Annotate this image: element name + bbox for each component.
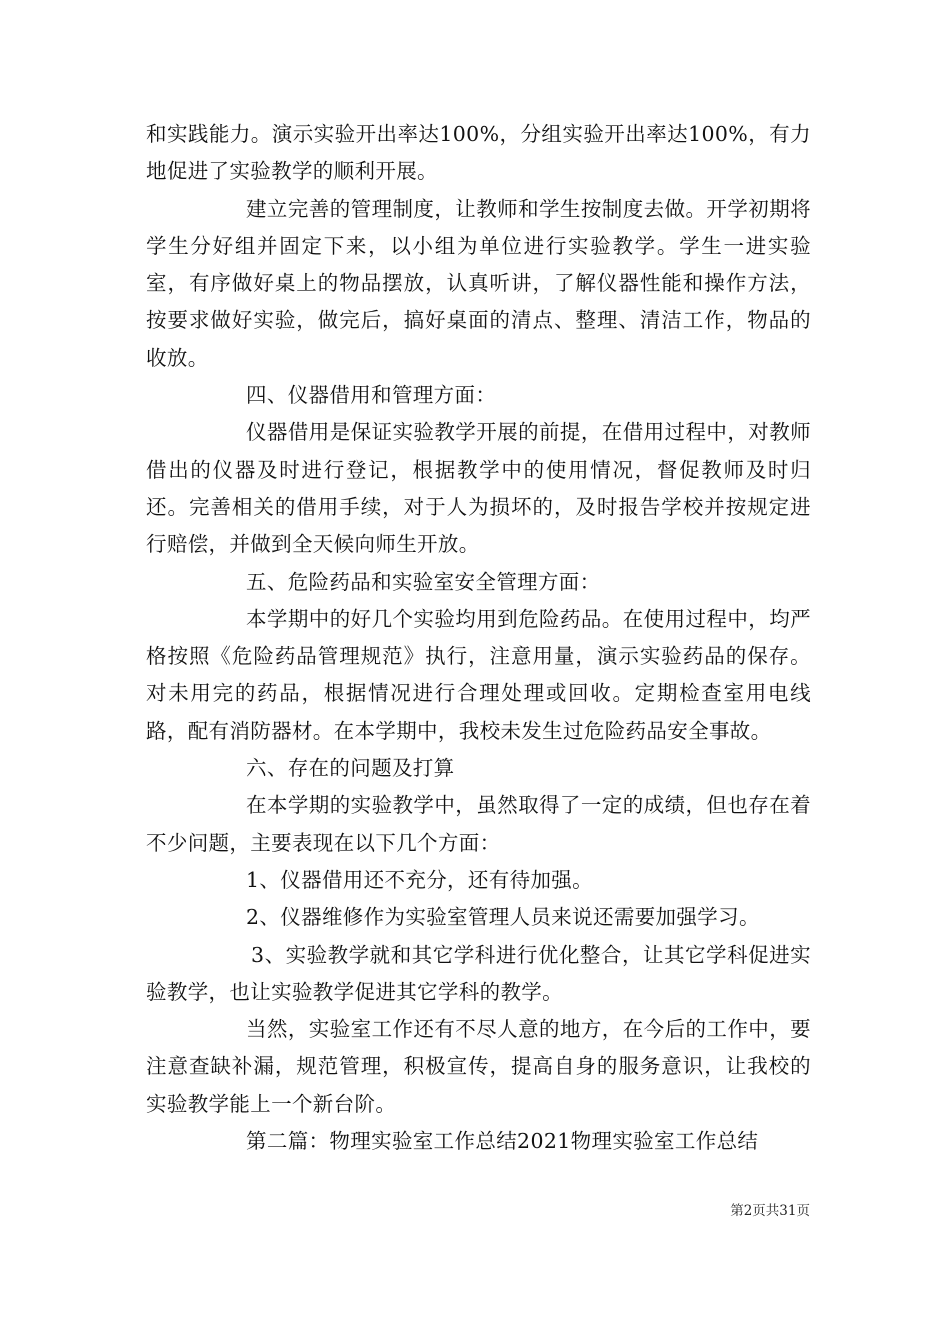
- heading-part-two: 第二篇：物理实验室工作总结2021物理实验室工作总结: [246, 1129, 759, 1154]
- paragraph-instrument-lending: 仪器借用是保证实验教学开展的前提，在借用过程中，对教师借出的仪器及时进行登记，根据教学中的使用情况，督促教师及时归还。完善相关的借用手续，对于人为损坏的，及时报告学校并按规定进行赔偿，并做到全天候向师生开放。: [146, 420, 811, 557]
- list-item-2: 2、仪器维修作为实验室管理人员来说还需要加强学习。: [246, 905, 760, 930]
- list-item-1: 1、仪器借用还不充分，还有待加强。: [246, 867, 593, 892]
- page-number: 第2页共31页: [730, 1203, 810, 1219]
- document-body: [146, 116, 811, 1160]
- paragraph-conclusion: 当然，实验室工作还有不尽人意的地方，在今后的工作中，要注意查缺补漏，规范管理，积极宣传，提高自身的服务意识，让我校的实验教学能上一个新台阶。: [146, 1017, 811, 1116]
- heading-instrument-lending: 四、仪器借用和管理方面：: [246, 383, 497, 408]
- list-item-3: 3、实验教学就和其它学科进行优化整合，让其它学科促进实验教学，也让实验教学促进其它学科的教学。: [146, 942, 811, 1004]
- paragraph-hazardous-chemicals: 本学期中的好几个实验均用到危险药品。在使用过程中，均严格按照《危险药品管理规范》执行，注意用量，演示实验药品的保存。对未用完的药品，根据情况进行合理处理或回收。定期检查室用电线路，配有消防器材。在本学期中，我校未发生过危险药品安全事故。: [146, 606, 811, 743]
- paragraph-practice-ability: 和实践能力。演示实验开出率达100%，分组实验开出率达100%，有力地促进了实验教学的顺利开展。: [146, 122, 811, 184]
- paragraph-management-system: 建立完善的管理制度，让教师和学生按制度去做。开学初期将学生分好组并固定下来，以小组为单位进行实验教学。学生一进实验室，有序做好桌上的物品摆放，认真听讲，了解仪器性能和操作方法，按要求做好实验，做完后，搞好桌面的清点、整理、清洁工作，物品的收放。: [146, 196, 811, 370]
- paragraph-problems-intro: 在本学期的实验教学中，虽然取得了一定的成绩，但也存在着不少问题，主要表现在以下几个方面：: [146, 793, 811, 855]
- heading-problems-plans: 六、存在的问题及打算: [246, 756, 455, 781]
- heading-hazardous-chemicals: 五、危险药品和实验室安全管理方面：: [246, 569, 601, 594]
